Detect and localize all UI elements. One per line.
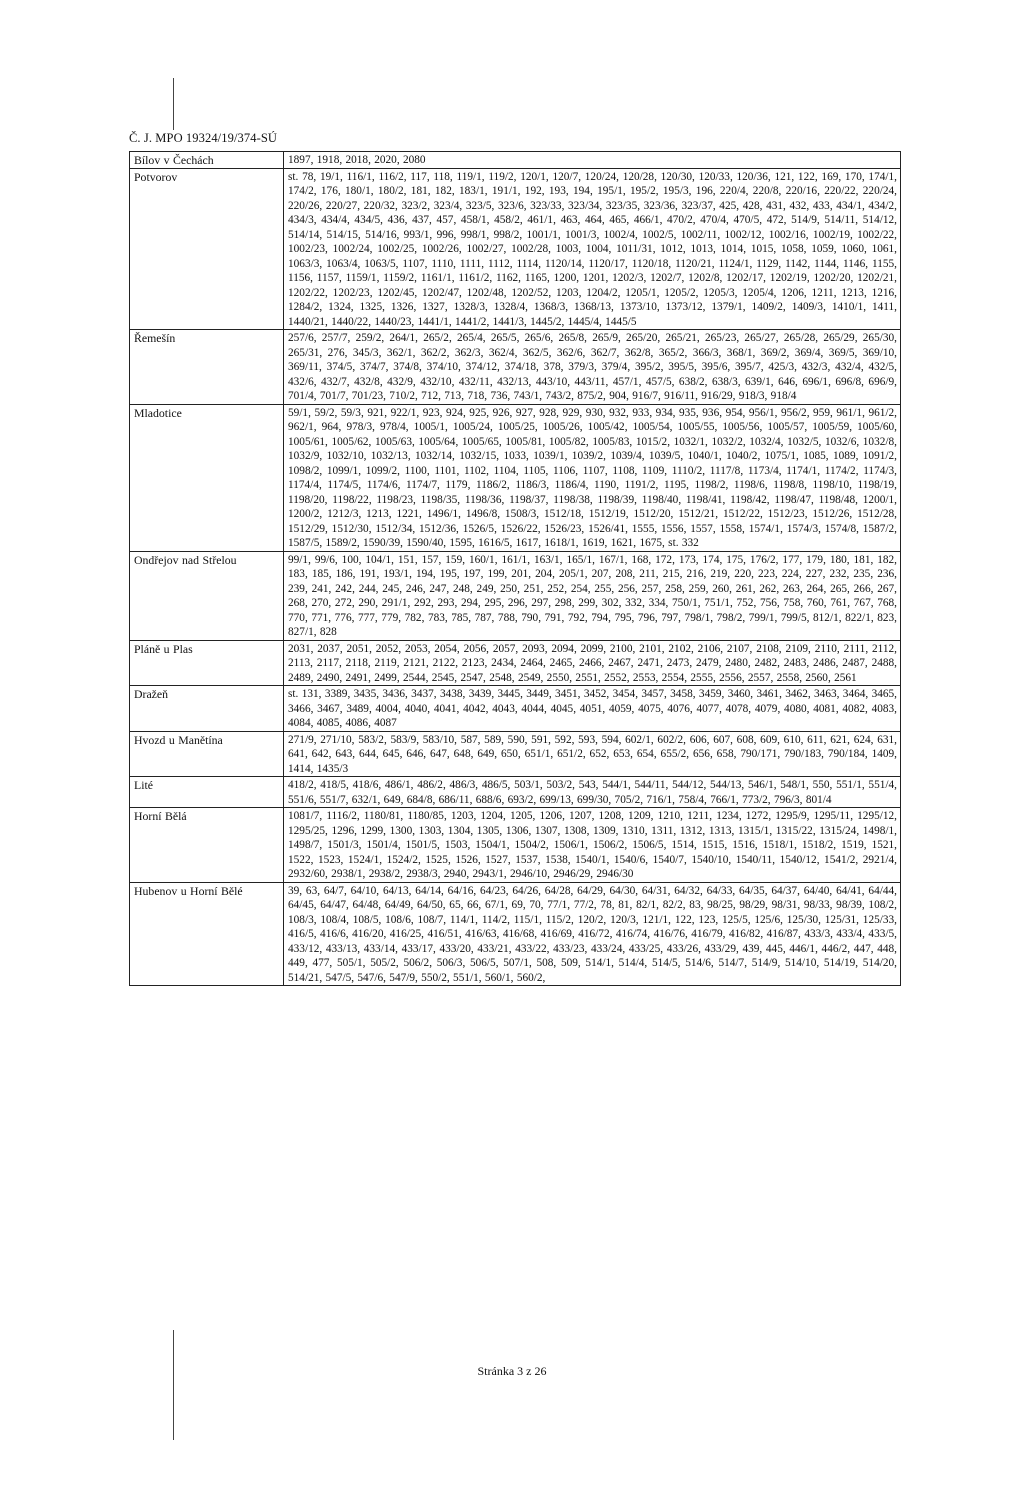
parcel-numbers: 2031, 2037, 2051, 2052, 2053, 2054, 2056, 2057, 2093, 2094, 2099, 2100, 2101, 2102, 2106, 2107, 2108, 2109, 2110, 2111, 2112, 2113, 2117, 2118, 2119, 2121, 2122, 2123, 2434, 2464, 2465, 2466, 2467, 2471, 2473, 2479, 2480, 2482, 2483, 2486, 2487, 2488, 2489, 2490, 2491, 2499, 2544, 2545, 2547, 2548, 2549, 2550, 2551, 2552, 2553, 2554, 2555, 2556, 2557, 2558, 2560, 2561 xyxy=(284,640,901,686)
table-row xyxy=(130,330,901,405)
table-row xyxy=(130,731,901,777)
cadastral-parcels-table xyxy=(129,151,901,986)
cadastral-area-name: Mladotice xyxy=(130,404,284,551)
cadastral-area-name: Hubenov u Horní Bělé xyxy=(130,882,284,986)
parcel-numbers: 418/2, 418/5, 418/6, 486/1, 486/2, 486/3, 486/5, 503/1, 503/2, 543, 544/1, 544/11, 544/12, 544/13, 546/1, 548/1, 550, 551/1, 551/4, 551/6, 551/7, 632/1, 649, 684/8, 686/11, 688/6, 693/2, 699/13, 699/30, 705/2, 716/1, 758/4, 766/1, 773/2, 796/3, 801/4 xyxy=(284,777,901,808)
table-row xyxy=(130,640,901,686)
parcel-numbers: 1897, 1918, 2018, 2020, 2080 xyxy=(284,152,901,169)
page-number: Stránka 3 z 26 xyxy=(477,1364,547,1378)
cadastral-area-name: Ondřejov nad Střelou xyxy=(130,551,284,640)
table-row xyxy=(130,808,901,883)
cadastral-area-name: Potvorov xyxy=(130,168,284,330)
table-row xyxy=(130,686,901,732)
cadastral-area-name: Bílov v Čechách xyxy=(130,152,284,169)
cadastral-area-name: Řemešín xyxy=(130,330,284,405)
cadastral-area-name: Dražeň xyxy=(130,686,284,732)
margin-scan-line-top xyxy=(173,78,174,130)
margin-scan-line-bottom xyxy=(173,1330,174,1440)
parcel-numbers: 1081/7, 1116/2, 1180/81, 1180/85, 1203, 1204, 1205, 1206, 1207, 1208, 1209, 1210, 1211, 1234, 1272, 1295/9, 1295/11, 1295/12, 1295/25, 1296, 1299, 1300, 1303, 1304, 1305, 1306, 1307, 1308, 1309, 1310, 1311, 1312, 1313, 1315/1, 1315/22, 1315/24, 1498/1, 1498/7, 1501/3, 1501/4, 1501/5, 1503, 1504/1, 1504/2, 1506/1, 1506/2, 1506/5, 1514, 1515, 1516, 1518/1, 1518/2, 1519, 1521, 1522, 1523, 1524/1, 1524/2, 1525, 1526, 1527, 1537, 1538, 1540/1, 1540/6, 1540/7, 1540/10, 1540/11, 1540/12, 1541/2, 2921/4, 2932/60, 2938/1, 2938/2, 2938/3, 2940, 2943/1, 2946/10, 2946/29, 2946/30 xyxy=(284,808,901,883)
cadastral-area-name: Horní Bělá xyxy=(130,808,284,883)
parcel-numbers: 257/6, 257/7, 259/2, 264/1, 265/2, 265/4, 265/5, 265/6, 265/8, 265/9, 265/20, 265/21, 265/23, 265/27, 265/28, 265/29, 265/30, 265/31, 276, 345/3, 362/1, 362/2, 362/3, 362/4, 362/5, 362/6, 362/7, 362/8, 365/2, 366/3, 368/1, 369/2, 369/4, 369/5, 369/10, 369/11, 374/5, 374/7, 374/8, 374/10, 374/12, 374/18, 378, 379/3, 379/4, 395/2, 395/5, 395/6, 395/7, 425/3, 432/3, 432/4, 432/5, 432/6, 432/7, 432/8, 432/9, 432/10, 432/11, 432/13, 443/10, 443/11, 457/1, 457/5, 638/2, 638/3, 639/1, 646, 696/1, 696/8, 696/9, 701/4, 701/7, 701/23, 710/2, 712, 713, 718, 736, 743/1, 743/2, 875/2, 904, 916/7, 916/11, 916/29, 918/3, 918/4 xyxy=(284,330,901,405)
table-row xyxy=(130,404,901,551)
parcel-numbers: 271/9, 271/10, 583/2, 583/9, 583/10, 587, 589, 590, 591, 592, 593, 594, 602/1, 602/2, 606, 607, 608, 609, 610, 611, 621, 624, 631, 641, 642, 643, 644, 645, 646, 647, 648, 649, 650, 651/1, 651/2, 652, 653, 654, 655/2, 656, 658, 790/171, 790/183, 790/184, 1409, 1414, 1435/3 xyxy=(284,731,901,777)
table-row xyxy=(130,152,901,169)
document-reference-number: Č. J. MPO 19324/19/374-SÚ xyxy=(129,131,278,145)
parcel-numbers: 99/1, 99/6, 100, 104/1, 151, 157, 159, 160/1, 161/1, 163/1, 165/1, 167/1, 168, 172, 173, 174, 175, 176/2, 177, 179, 180, 181, 182, 183, 185, 186, 191, 193/1, 194, 195, 197, 199, 201, 204, 205/1, 207, 208, 211, 215, 216, 219, 220, 223, 224, 227, 232, 235, 236, 239, 241, 242, 244, 245, 246, 247, 248, 249, 250, 251, 252, 254, 255, 256, 257, 258, 259, 260, 261, 262, 263, 264, 265, 266, 267, 268, 270, 272, 290, 291/1, 292, 293, 294, 295, 296, 297, 298, 299, 302, 332, 334, 750/1, 751/1, 752, 756, 758, 760, 761, 767, 768, 770, 771, 776, 777, 779, 782, 783, 785, 787, 788, 790, 791, 792, 794, 795, 796, 797, 798/1, 798/2, 799/1, 799/5, 812/1, 822/1, 823, 827/1, 828 xyxy=(284,551,901,640)
parcel-numbers: st. 131, 3389, 3435, 3436, 3437, 3438, 3439, 3445, 3449, 3451, 3452, 3454, 3457, 3458, 3459, 3460, 3461, 3462, 3463, 3464, 3465, 3466, 3467, 3489, 4004, 4040, 4041, 4042, 4043, 4044, 4045, 4051, 4059, 4075, 4076, 4077, 4078, 4079, 4080, 4081, 4082, 4083, 4084, 4085, 4086, 4087 xyxy=(284,686,901,732)
table-row xyxy=(130,168,901,330)
cadastral-area-name: Hvozd u Manětína xyxy=(130,731,284,777)
cadastral-area-name: Pláně u Plas xyxy=(130,640,284,686)
cadastral-area-name: Lité xyxy=(130,777,284,808)
table-row xyxy=(130,551,901,640)
parcel-numbers: 39, 63, 64/7, 64/10, 64/13, 64/14, 64/16, 64/23, 64/26, 64/28, 64/29, 64/30, 64/31, 64/32, 64/33, 64/35, 64/37, 64/40, 64/41, 64/44, 64/45, 64/47, 64/48, 64/49, 64/50, 65, 66, 67/1, 69, 70, 77/1, 77/2, 78, 81, 82/1, 82/2, 83, 98/25, 98/29, 98/31, 98/33, 98/39, 108/2, 108/3, 108/4, 108/5, 108/6, 108/7, 114/1, 114/2, 115/1, 115/2, 120/2, 120/3, 121/1, 122, 123, 125/5, 125/6, 125/30, 125/31, 125/33, 416/5, 416/6, 416/20, 416/25, 416/51, 416/63, 416/68, 416/69, 416/72, 416/74, 416/76, 416/79, 416/82, 416/87, 433/3, 433/4, 433/5, 433/12, 433/13, 433/14, 433/17, 433/20, 433/21, 433/22, 433/23, 433/24, 433/25, 433/26, 433/29, 439, 445, 446/1, 446/2, 447, 448, 449, 477, 505/1, 505/2, 506/2, 506/3, 506/5, 507/1, 508, 509, 514/1, 514/4, 514/5, 514/6, 514/7, 514/9, 514/10, 514/19, 514/20, 514/21, 547/5, 547/6, 547/9, 550/2, 551/1, 560/1, 560/2, xyxy=(284,882,901,986)
table-row xyxy=(130,777,901,808)
parcel-numbers: 59/1, 59/2, 59/3, 921, 922/1, 923, 924, 925, 926, 927, 928, 929, 930, 932, 933, 934, 935, 936, 954, 956/1, 956/2, 959, 961/1, 961/2, 962/1, 964, 978/3, 978/4, 1005/1, 1005/24, 1005/25, 1005/26, 1005/42, 1005/54, 1005/55, 1005/56, 1005/57, 1005/59, 1005/60, 1005/61, 1005/62, 1005/63, 1005/64, 1005/65, 1005/81, 1005/82, 1005/83, 1015/2, 1032/1, 1032/2, 1032/4, 1032/5, 1032/6, 1032/8, 1032/9, 1032/10, 1032/13, 1032/14, 1032/15, 1033, 1039/1, 1039/2, 1039/4, 1039/5, 1040/1, 1040/2, 1075/1, 1085, 1089, 1091/2, 1098/2, 1099/1, 1099/2, 1100, 1101, 1102, 1104, 1105, 1106, 1107, 1108, 1109, 1110/2, 1117/8, 1173/4, 1174/1, 1174/2, 1174/3, 1174/4, 1174/5, 1174/6, 1174/7, 1179, 1186/2, 1186/3, 1186/4, 1190, 1191/2, 1195, 1198/2, 1198/6, 1198/8, 1198/10, 1198/19, 1198/20, 1198/22, 1198/23, 1198/35, 1198/36, 1198/37, 1198/38, 1198/39, 1198/40, 1198/41, 1198/42, 1198/47, 1198/48, 1200/1, 1200/2, 1212/3, 1213, 1221, 1496/1, 1496/8, 1508/3, 1512/18, 1512/19, 1512/20, 1512/21, 1512/22, 1512/23, 1512/26, 1512/28, 1512/29, 1512/30, 1512/34, 1512/36, 1526/5, 1526/22, 1526/23, 1526/41, 1555, 1556, 1557, 1558, 1574/1, 1574/3, 1574/8, 1587/2, 1587/5, 1589/2, 1590/39, 1590/40, 1595, 1616/5, 1617, 1618/1, 1619, 1621, 1675, st. 332 xyxy=(284,404,901,551)
table-row xyxy=(130,882,901,986)
parcel-numbers: st. 78, 19/1, 116/1, 116/2, 117, 118, 119/1, 119/2, 120/1, 120/7, 120/24, 120/28, 120/30, 120/33, 120/36, 121, 122, 169, 170, 174/1, 174/2, 176, 180/1, 180/2, 181, 182, 183/1, 191/1, 192, 193, 194, 195/1, 195/2, 195/3, 196, 220/4, 220/8, 220/16, 220/22, 220/24, 220/26, 220/27, 220/32, 323/2, 323/4, 323/5, 323/6, 323/33, 323/34, 323/35, 323/36, 323/37, 425, 428, 431, 432, 433, 434/1, 434/2, 434/3, 434/4, 434/5, 436, 437, 457, 458/1, 458/2, 461/1, 463, 464, 465, 466/1, 470/2, 470/4, 470/5, 472, 514/9, 514/11, 514/12, 514/14, 514/15, 514/16, 993/1, 996, 998/1, 998/2, 1001/1, 1001/3, 1002/4, 1002/5, 1002/11, 1002/12, 1002/16, 1002/19, 1002/22, 1002/23, 1002/24, 1002/25, 1002/26, 1002/27, 1002/28, 1003, 1004, 1011/31, 1012, 1013, 1014, 1015, 1058, 1059, 1060, 1061, 1063/3, 1063/4, 1063/5, 1107, 1110, 1111, 1112, 1114, 1120/14, 1120/17, 1120/18, 1120/21, 1124/1, 1129, 1142, 1144, 1146, 1155, 1156, 1157, 1159/1, 1159/2, 1161/1, 1161/2, 1162, 1165, 1200, 1201, 1202/3, 1202/7, 1202/8, 1202/17, 1202/19, 1202/20, 1202/21, 1202/22, 1202/23, 1202/45, 1202/47, 1202/48, 1202/52, 1203, 1204/2, 1205/1, 1205/2, 1205/3, 1205/4, 1206, 1211, 1213, 1216, 1284/2, 1324, 1325, 1326, 1327, 1328/3, 1328/4, 1368/3, 1368/13, 1373/10, 1373/12, 1379/1, 1409/2, 1409/3, 1410/1, 1411, 1440/21, 1440/22, 1440/23, 1441/1, 1441/2, 1441/3, 1445/2, 1445/4, 1445/5 xyxy=(284,168,901,330)
table-body xyxy=(130,152,901,986)
